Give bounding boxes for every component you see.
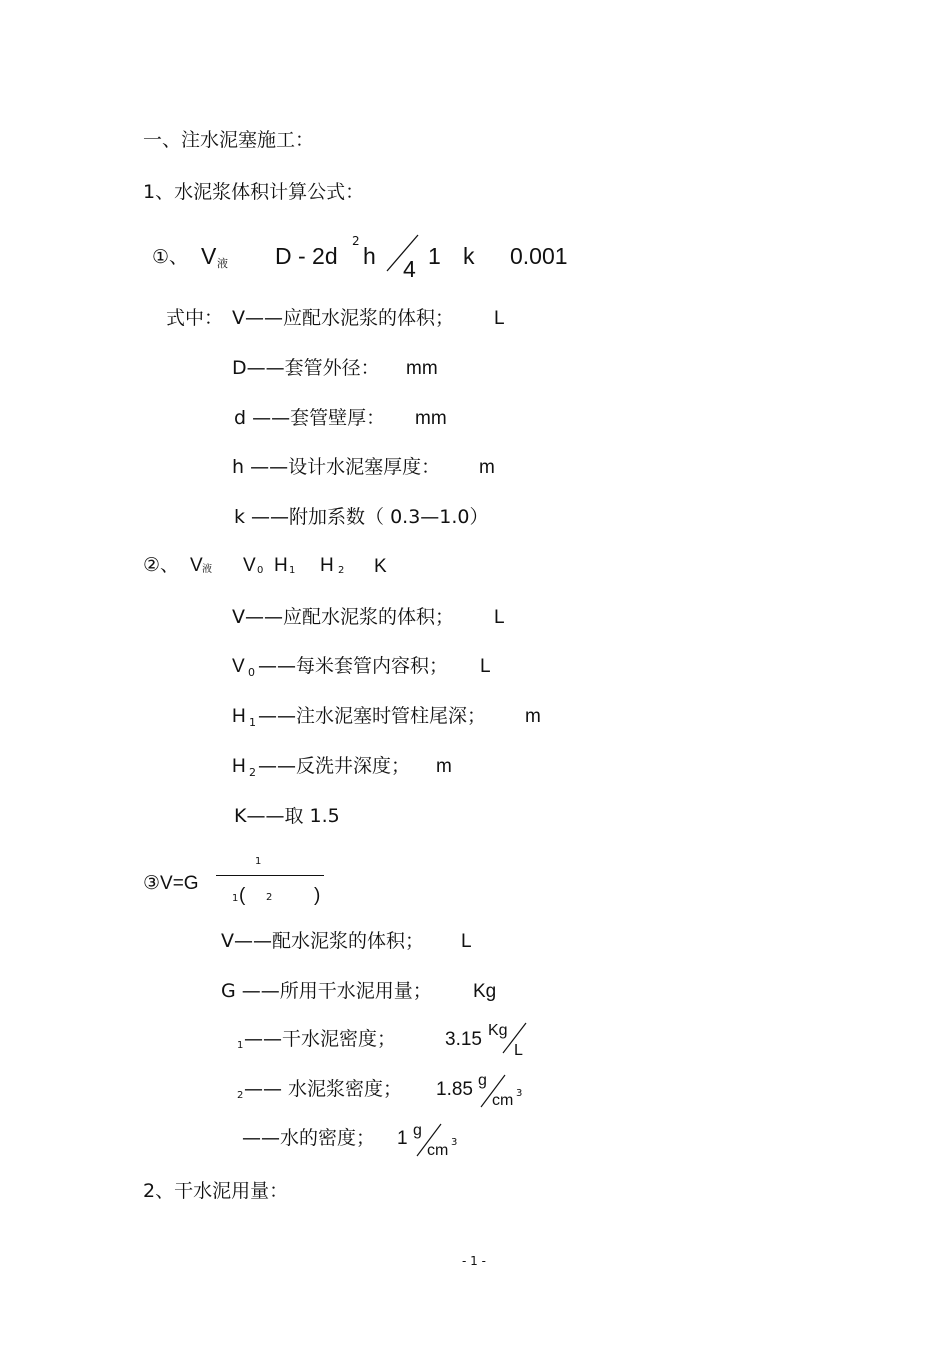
definition-h1-text: ——注水泥塞时管柱尾深； xyxy=(258,705,487,727)
formula-2-v0: V xyxy=(243,555,256,576)
formula-2-v0-subscript: 0 xyxy=(257,565,264,576)
definition-water-density-unit-denominator: cm xyxy=(427,1142,449,1159)
formula-1-v-subscript: 液 xyxy=(217,257,228,270)
formula-1-h: h xyxy=(363,243,376,269)
formula-2-h2: H xyxy=(320,555,334,576)
formula-1-number: ①、 xyxy=(152,246,189,268)
formula-2-k: K xyxy=(374,556,387,577)
definitions-intro: 式中： xyxy=(166,307,224,329)
formula-2-h1: H xyxy=(274,555,288,576)
formula-3-close-paren: ) xyxy=(314,885,321,906)
definition-cement-amount-unit: Kg xyxy=(473,981,497,1002)
definition-outer-diameter-unit: mm xyxy=(406,358,438,379)
definition-rho1-text: ——干水泥密度； xyxy=(244,1028,397,1050)
formula-1-one: 1 xyxy=(428,243,441,269)
definition-water-density-value: 1 xyxy=(397,1128,408,1149)
definition-h2-unit: m xyxy=(436,756,452,777)
formula-1-exponent: 2 xyxy=(352,234,360,248)
definition-v0-text: ——每米套管内容积； xyxy=(258,655,449,677)
formula-2-h2-subscript: 2 xyxy=(338,565,345,576)
definition-rho2-value: 1.85 xyxy=(436,1079,473,1100)
definition-rho1-value: 3.15 xyxy=(445,1029,482,1050)
definition-rho1-unit-numerator: Kg xyxy=(488,1022,508,1039)
definition-v: V——应配水泥浆的体积； xyxy=(232,307,454,329)
subsection-2-title: 2、干水泥用量： xyxy=(143,1180,289,1202)
definition-2-v-unit: L xyxy=(494,607,505,628)
formula-1-constant: 0.001 xyxy=(510,243,568,269)
formula-2-v: V xyxy=(190,555,203,576)
formula-3-open-paren: ( xyxy=(239,885,246,906)
formula-3-numerator: 1 xyxy=(255,856,262,867)
section-heading: 一、注水泥塞施工： xyxy=(143,129,315,151)
definition-k: K——取 1.5 xyxy=(234,805,340,827)
formula-1-k: k xyxy=(463,243,475,269)
definition-coefficient: k ——附加系数（ 0.3—1.0） xyxy=(234,506,489,528)
definition-rho1-unit-denominator: L xyxy=(514,1042,523,1059)
formula-2-v-subscript: 液 xyxy=(202,564,212,575)
definition-h2-symbol: H xyxy=(232,756,246,777)
definition-plug-thickness: h ——设计水泥塞厚度： xyxy=(232,456,441,478)
definition-water-density-text: ——水的密度； xyxy=(242,1127,376,1149)
definition-h1-unit: m xyxy=(525,706,541,727)
definition-wall-thickness: d ——套管壁厚： xyxy=(234,407,386,429)
definition-v0-symbol: V xyxy=(232,656,245,677)
definition-outer-diameter: D——套管外径： xyxy=(232,357,380,379)
definition-v0-subscript: 0 xyxy=(248,666,255,679)
definition-cement-amount: G ——所用干水泥用量； xyxy=(221,980,432,1002)
definition-rho2-subscript: 2 xyxy=(237,1090,244,1101)
formula-1-denominator: 4 xyxy=(403,256,416,282)
definition-plug-thickness-unit: m xyxy=(479,457,495,478)
definition-rho1-subscript: 1 xyxy=(237,1040,244,1051)
definition-h1-symbol: H xyxy=(232,706,246,727)
formula-1-d-term: D - 2d xyxy=(275,243,338,269)
formula-3-rho2-subscript: 2 xyxy=(266,892,273,903)
definition-rho2-unit-numerator: g xyxy=(478,1072,487,1089)
formula-3-rho1-subscript: 1 xyxy=(232,893,239,904)
formula-2-number: ②、 xyxy=(143,554,180,576)
definition-3-v-unit: L xyxy=(461,931,472,952)
definition-h2-subscript: 2 xyxy=(249,766,256,779)
definition-water-density-unit-exponent: 3 xyxy=(451,1137,458,1148)
definition-v-unit: L xyxy=(494,308,505,329)
formula-3-lhs: ③V=G xyxy=(143,873,199,894)
definition-v0-unit: L xyxy=(480,656,491,677)
definition-wall-thickness-unit: mm xyxy=(415,408,447,429)
definition-h2-text: ——反洗井深度； xyxy=(258,755,411,777)
definition-rho2-unit-denominator: cm xyxy=(492,1092,514,1109)
definition-2-v: V——应配水泥浆的体积； xyxy=(232,606,454,628)
definition-h1-subscript: 1 xyxy=(249,716,256,729)
formula-3-fraction-bar xyxy=(216,875,324,876)
subsection-1-title: 1、水泥浆体积计算公式： xyxy=(143,181,365,203)
definition-water-density-unit-numerator: g xyxy=(413,1122,422,1139)
definition-rho2-unit-exponent: 3 xyxy=(516,1088,523,1099)
definition-rho2-text: —— 水泥浆密度； xyxy=(244,1078,403,1100)
formula-1-v: V xyxy=(201,243,217,269)
definition-3-v: V——配水泥浆的体积； xyxy=(221,930,424,952)
page-number: - 1 - xyxy=(462,1254,486,1268)
formula-2-h1-subscript: 1 xyxy=(289,565,296,576)
